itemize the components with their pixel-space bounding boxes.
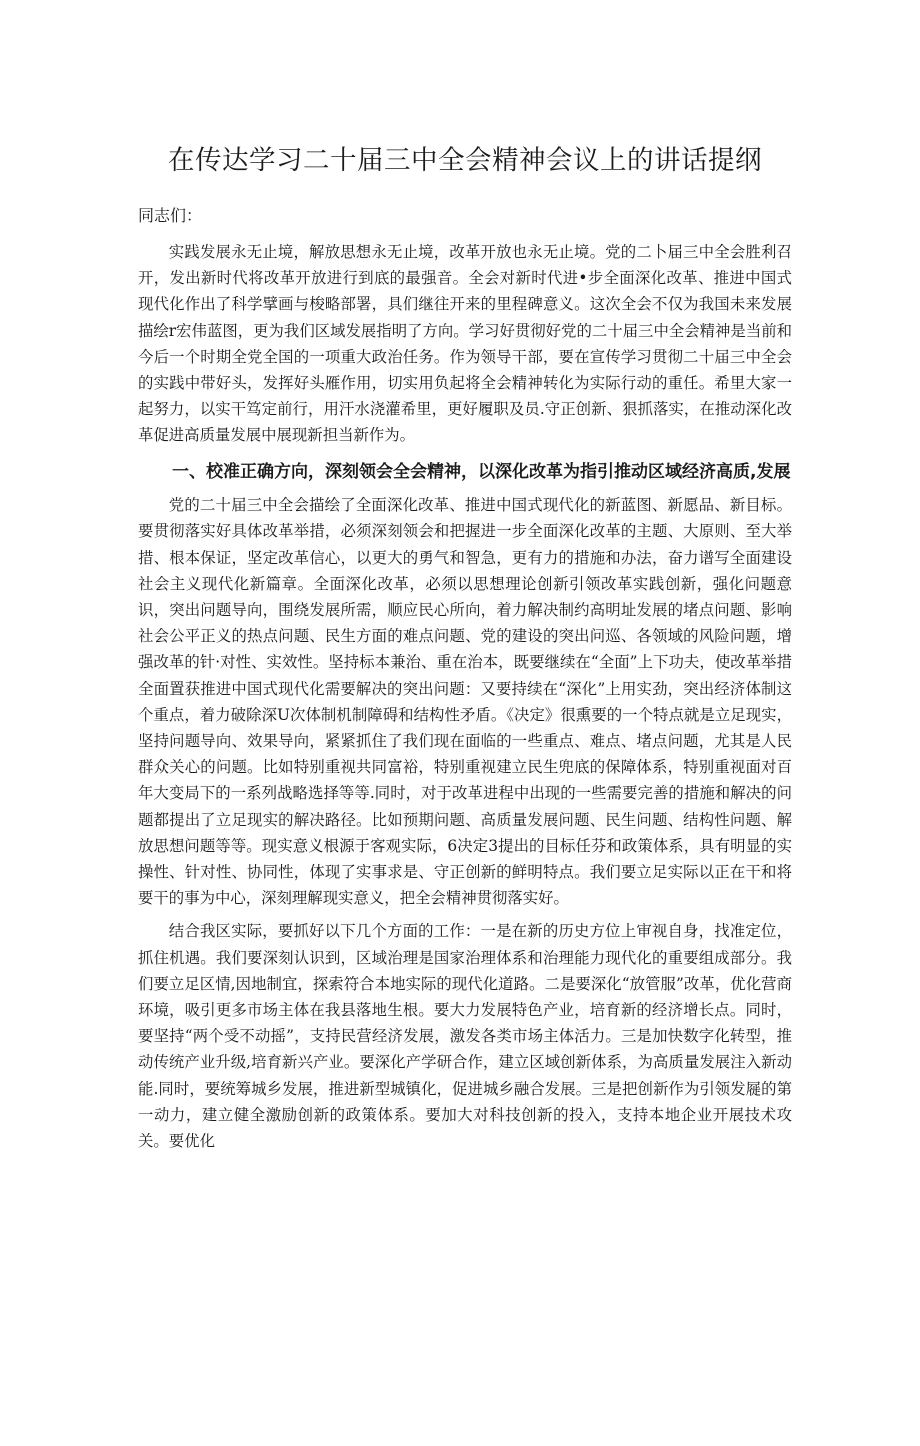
section-1-paragraph-1: 党的二十届三中全会描绘了全面深化改革、推进中国式现代化的新蓝图、新愿品、新目标。要贯彻落实好具体改革举措，必须深刻领会和把握进一步全面深化改革的主题、大原则、至大举措、根本保证，坚定改革信心，以更大的勇气和智急，更有力的措施和办法，奋力谱写全面建设社会主义现代化新篇章。全面深化改革，必须以思想理论创新引领改革实践创新，强化问题意识，突出问题导向，围绕发展所需，顺应民心所向，着力解决制约高明址发展的堵点问题、影响社会公平正义的热点问题、民生方面的难点问题、党的建设的突出问巡、各领域的风险问题，增强改革的针·对性、实效性。坚持标本兼治、重在治本，既要继续在“全面”上下功夫，使改革举措全面置获推进中国式现代化需要解决的突出问题：又要持续在“深化”上用实劲，突出经济体制这个重点，着力破除深U次体制机制障碍和结构性矛盾。《决定》很熏要的一个特点就是立足现实，坚持问题导向、效果导向，紧紧抓住了我们现在面临的一些重点、难点、堵点问题，尤其是人民群众关心的问题。比如特别重视共同富裕，特别重视建立民生兜底的保障体系，特别重视面对百年大变局下的一系列战略选择等等.同时，对于改革进程中出现的一些需要完善的措施和解决的问题都提出了立足现实的解决路径。比如预期问题、高质量发展问题、民生问题、结构性问题、解放思想问题等等。现实意义根源于客观实际，6决定3提出的目标任芬和政策体系，具有明显的实操性、针对性、协同性，体现了实事求是、守正创新的鲜明特点。我们要立足实际以正在干和将要干的事为中心，深刻理解现实意义，把全会精神贯彻落实好。	[138, 496, 792, 908]
document-page	[0, 145, 920, 1446]
intro-paragraph: 实践发展永无止境，解放思想永无止境，改革开放也永无止境。党的二卜届三中全会胜利召开，发出新时代将改革开放进行到底的最强音。全会对新时代进•步全面深化改革、推进中国式现代化作出了科学擘画与梭略部署，具们继往开来的里程碑意义。这次全会不仅为我国未来发展描绘r宏伟蓝图，更为我们区域发展指明了方向。学习好贯彻好党的二十届三中全会精神是当前和今后一个时期全党全国的一项重大政治任务。作为领导干部，要在宣传学习贯彻二十届三中全会的实践中带好头，发挥好头雁作用，切实用负起将全会精神转化为实际行动的重任。希里大家一起努力，以实干笃定前行，用汗水浇灌希里，更好履职及员.守正创新、狠抓落实，在推动深化改革促进高质量发展中展现新担当新作为。	[138, 243, 792, 445]
salutation: 同志们：	[138, 206, 203, 225]
document-title: 在传达学习二十届三中全会精神会议上的讲话提纲	[168, 145, 762, 176]
section-1-paragraph-2: 结合我区实际，要抓好以下几个方面的工作：一是在新的历史方位上审视自身，找准定位，抓住机遇。我们要深刻认识到，区域治理是国家治理体系和治理能力现代化的重要组成部分。我们要立足区情,因地制宜，探索符合本地实际的现代化道路。二是要深化“放管服”改革，优化营商环境，吸引更多市场主体在我县落地生根。要大力发展特色产业，培育新的经济增长点。同时，要坚持“两个受不动摇”，支持民营经济发展，激发各类市场主体活力。三是加快数字化转型，推动传统产业升级,培育新兴产业。要深化产学研合作，建立区域创新体系，为高质量发展注入新动能.同时，要统筹城乡发展，推进新型城镇化，促进城乡融合发展。三是把创新作为引领发屣的第一动力，建立健全激励创新的政策体系。要加大对科技创新的投入，支持本地企业开展技术攻关。要优化	[138, 922, 792, 1150]
section-1-heading: 一、校准正确方向，深刻领会全会精神，以深化改革为指引推动区域经济高质,发展	[172, 461, 791, 482]
